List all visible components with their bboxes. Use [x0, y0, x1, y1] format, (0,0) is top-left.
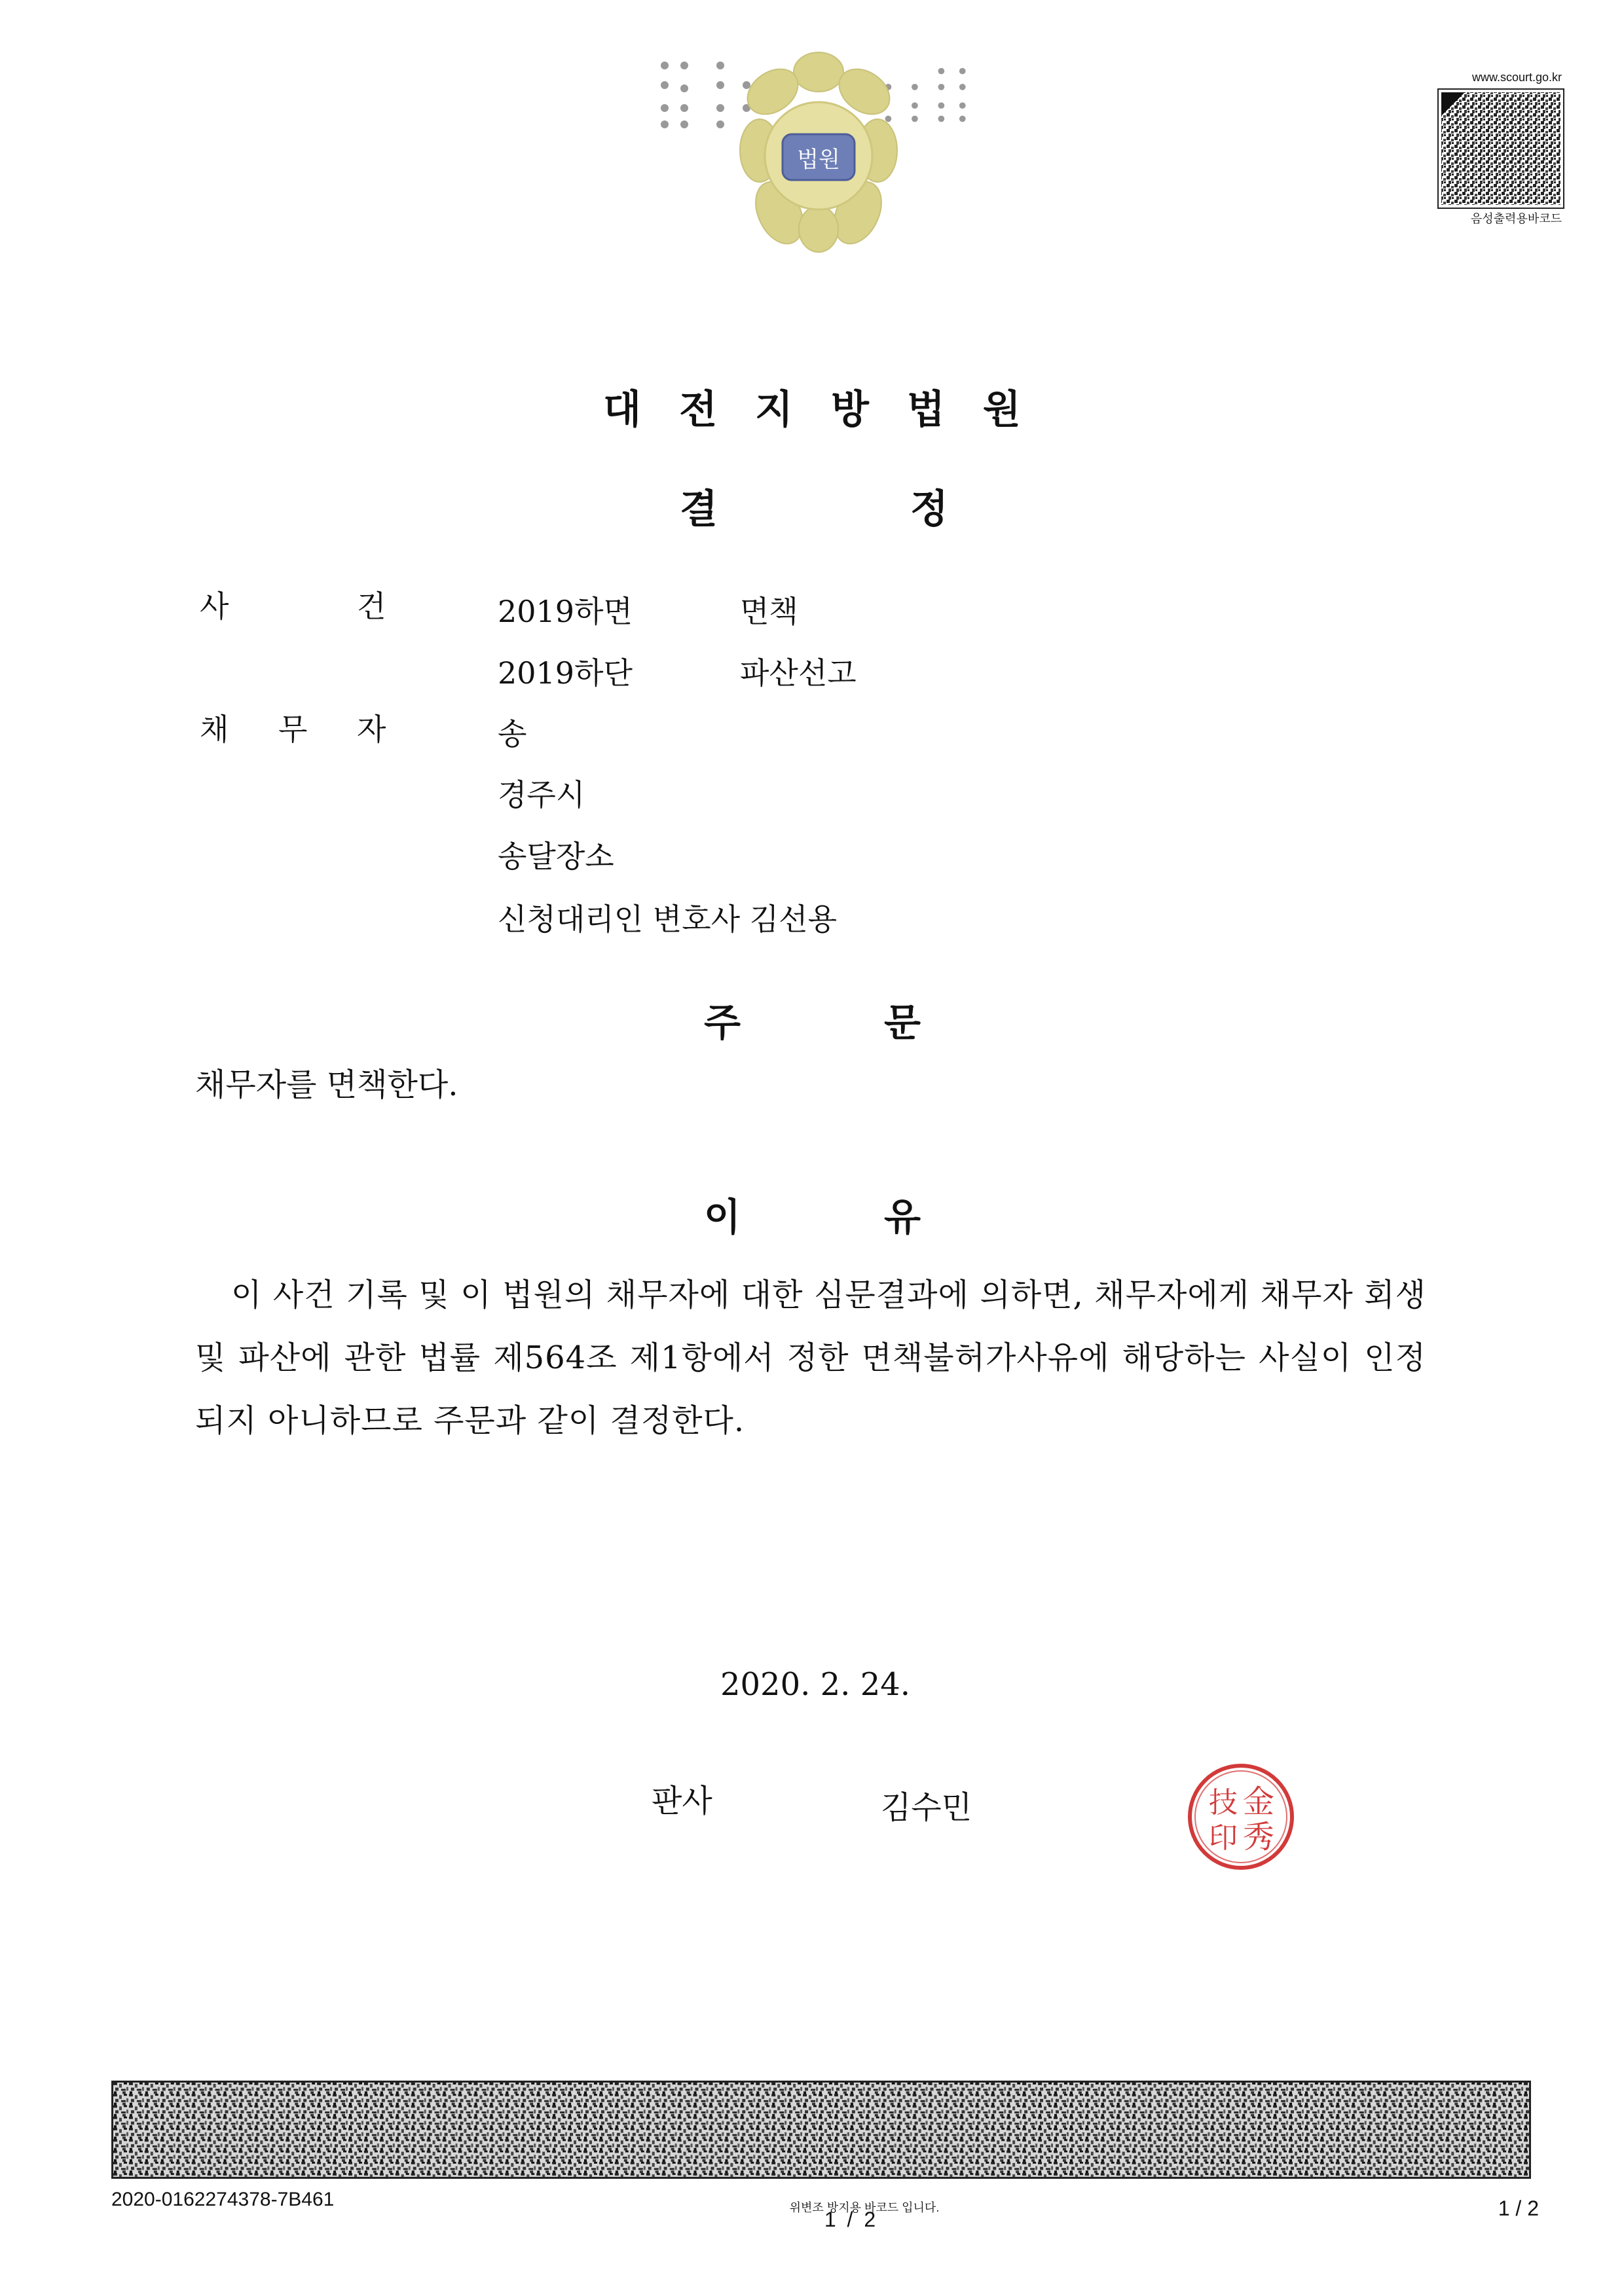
qr-caption: 음성출력용바코드: [1470, 212, 1562, 225]
doc-type-right: 정: [910, 486, 948, 532]
doc-type-left: 결: [680, 486, 718, 532]
decision-date: 2020. 2. 24.: [720, 1666, 911, 1703]
judge-title: 판사: [652, 1783, 712, 1819]
svg-text:技: 技: [1209, 1786, 1238, 1819]
reason-heading-left: 이: [704, 1195, 741, 1239]
judge-name: 김수민: [881, 1789, 972, 1826]
reason-text: 이 사건 기록 및 이 법원의 채무자에 대한 심문결과에 의하면, 채무자에게 채무자 회생 및 파산에 관한 법률 제564조 제1항에서 정한 면책불허가사유에 해당하는 사실이 인정되지 아니하므로 주문과 같이 결정한다.: [195, 1277, 1426, 1439]
page-number-right: 1 / 2: [1498, 2196, 1539, 2220]
case-number-2: 2019하단: [498, 655, 633, 691]
case-title-1: 면책: [740, 594, 798, 629]
case-number-1: 2019하면: [498, 594, 633, 629]
voice-barcode: [1437, 88, 1564, 209]
reason-heading-right: 유: [884, 1195, 921, 1239]
svg-text:金: 金: [1242, 1783, 1275, 1820]
court-emblem: [707, 39, 930, 255]
barcode-notice: 위변조 방지용 바코드 입니다.: [789, 2201, 940, 2214]
debtor-address: 경주시: [498, 777, 585, 812]
page-number-center: 1 / 2: [824, 2208, 879, 2231]
debtor-attorney: 신청대리인 변호사 김선용: [498, 902, 838, 937]
debtor-delivery-place: 송달장소: [498, 839, 614, 874]
svg-text:印: 印: [1209, 1821, 1238, 1855]
qr-url: www.scourt.go.kr: [1471, 71, 1562, 84]
debtor-name: 송: [498, 716, 527, 752]
order-text: 채무자를 면책한다.: [195, 1066, 458, 1103]
anti-forgery-barcode: [111, 2081, 1531, 2179]
document-number: 2020-0162274378-7B461: [111, 2189, 335, 2210]
debtor-label-3: 자: [357, 712, 386, 747]
judge-seal: [1185, 1761, 1297, 1872]
debtor-label-2: 무: [278, 712, 308, 747]
svg-text:秀: 秀: [1242, 1819, 1275, 1855]
court-name: 대전지방법원: [603, 387, 1059, 433]
case-label-left: 사: [200, 589, 229, 624]
order-heading-left: 주: [704, 1000, 741, 1045]
order-heading-right: 문: [884, 1000, 921, 1045]
case-label-right: 건: [357, 589, 386, 624]
debtor-label-1: 채: [200, 712, 229, 747]
emblem-text: 법원: [797, 147, 840, 173]
case-title-2: 파산선고: [740, 655, 857, 691]
